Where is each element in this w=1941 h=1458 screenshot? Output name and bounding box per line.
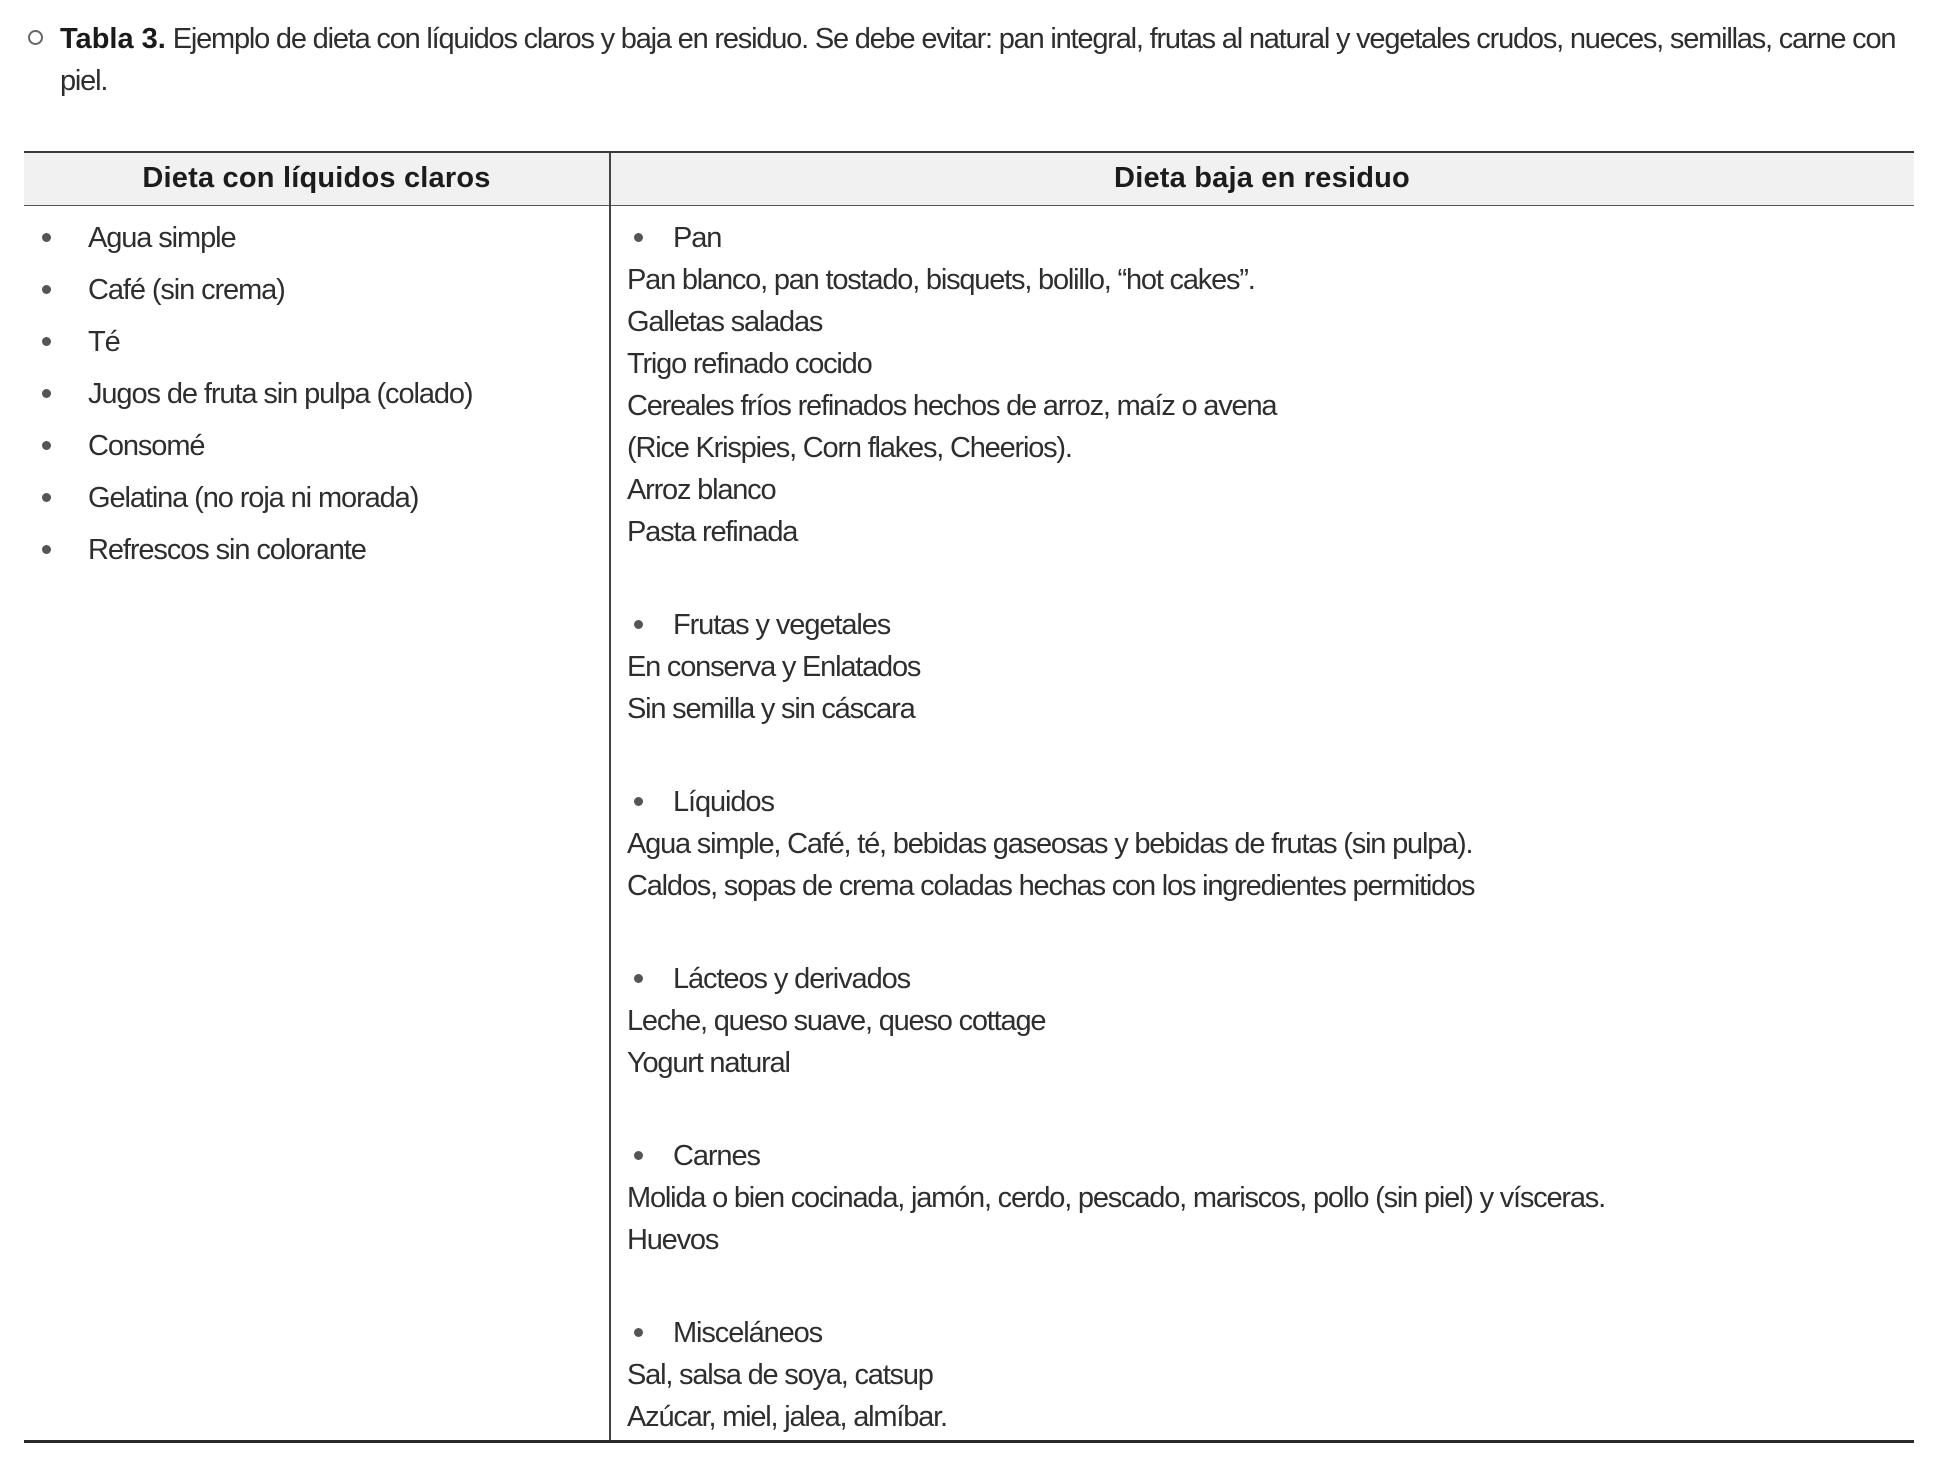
group-title-text: Lácteos y derivados: [673, 963, 911, 995]
list-item-text: Gelatina (no roja ni morada): [88, 482, 419, 514]
bullet-icon: [634, 1328, 643, 1337]
group-line: Yogurt natural: [627, 1047, 790, 1079]
group-line: Sin semilla y sin cáscara: [627, 693, 915, 725]
bullet-icon: [42, 389, 51, 398]
bullet-icon: [42, 545, 51, 554]
caption-text-block: [60, 18, 1928, 102]
group-line: Huevos: [627, 1224, 719, 1256]
food-group-liquidos: [627, 781, 1907, 907]
list-item-text: Agua simple: [88, 222, 236, 254]
group-line: Caldos, sopas de crema coladas hechas con los ingredientes permitidos: [627, 870, 1475, 902]
header-clear-liquids: Dieta con líquidos claros: [142, 162, 491, 194]
group-line: Cereales fríos refinados hechos de arroz, maíz o avena: [627, 390, 1277, 422]
header-low-residue: Dieta baja en residuo: [1114, 162, 1410, 194]
list-item: [24, 425, 604, 477]
group-title: [627, 958, 1907, 1000]
list-item-text: Refrescos sin colorante: [88, 534, 366, 566]
group-line: Agua simple, Café, té, bebidas gaseosas y bebidas de frutas (sin pulpa).: [627, 828, 1473, 860]
group-line: Azúcar, miel, jalea, almíbar.: [627, 1401, 947, 1433]
clear-liquids-column: [24, 217, 604, 581]
bullet-icon: [42, 233, 51, 242]
group-line: Galletas saladas: [627, 306, 823, 338]
list-item: [24, 217, 604, 269]
food-group-pan: [627, 217, 1907, 553]
group-title-text: Pan: [673, 222, 722, 254]
food-group-lacteos: [627, 958, 1907, 1084]
circle-bullet-icon: [28, 30, 43, 45]
table-caption: [28, 18, 1928, 102]
bullet-icon: [42, 285, 51, 294]
caption-label: Tabla 3.: [60, 23, 166, 55]
bullet-icon: [634, 797, 643, 806]
group-title-text: Misceláneos: [673, 1317, 823, 1349]
group-title-text: Frutas y vegetales: [673, 609, 891, 641]
bullet-icon: [42, 493, 51, 502]
group-line: (Rice Krispies, Corn flakes, Cheerios).: [627, 432, 1072, 464]
diet-table: [24, 151, 1914, 1443]
list-item: [24, 529, 604, 581]
bullet-icon: [42, 441, 51, 450]
group-line: Sal, salsa de soya, catsup: [627, 1359, 933, 1391]
list-item: [24, 477, 604, 529]
list-item: [24, 373, 604, 425]
table-header-row: [24, 153, 1914, 206]
list-item-text: Café (sin crema): [88, 274, 285, 306]
group-title: [627, 604, 1907, 646]
group-title: [627, 1312, 1907, 1354]
food-group-miscelaneos: [627, 1312, 1907, 1438]
column-divider: [609, 153, 611, 1440]
bullet-icon: [634, 974, 643, 983]
group-line: Molida o bien cocinada, jamón, cerdo, pescado, mariscos, pollo (sin piel) y vísceras.: [627, 1182, 1605, 1214]
caption-description: Ejemplo de dieta con líquidos claros y baja en residuo. Se debe evitar: pan integral, frutas al natural y vegetales crudos, nueces, semillas, carne con piel.: [60, 23, 1896, 97]
list-item: [24, 321, 604, 373]
group-line: En conserva y Enlatados: [627, 651, 921, 683]
group-title: [627, 1135, 1907, 1177]
bullet-icon: [634, 620, 643, 629]
group-line: Pasta refinada: [627, 516, 798, 548]
group-line: Pan blanco, pan tostado, bisquets, bolillo, “hot cakes”.: [627, 264, 1255, 296]
group-line: Trigo refinado cocido: [627, 348, 872, 380]
list-item-text: Jugos de fruta sin pulpa (colado): [88, 378, 473, 410]
group-title: [627, 217, 1907, 259]
food-group-frutas-vegetales: [627, 604, 1907, 730]
group-line: Arroz blanco: [627, 474, 776, 506]
group-line: Leche, queso suave, queso cottage: [627, 1005, 1046, 1037]
group-title: [627, 781, 1907, 823]
list-item-text: Consomé: [88, 430, 205, 462]
bullet-icon: [634, 233, 643, 242]
low-residue-column: [627, 217, 1907, 1438]
bullet-icon: [634, 1151, 643, 1160]
food-group-carnes: [627, 1135, 1907, 1261]
group-title-text: Carnes: [673, 1140, 760, 1172]
list-item-text: Té: [88, 326, 120, 358]
bullet-icon: [42, 337, 51, 346]
group-title-text: Líquidos: [673, 786, 774, 818]
list-item: [24, 269, 604, 321]
